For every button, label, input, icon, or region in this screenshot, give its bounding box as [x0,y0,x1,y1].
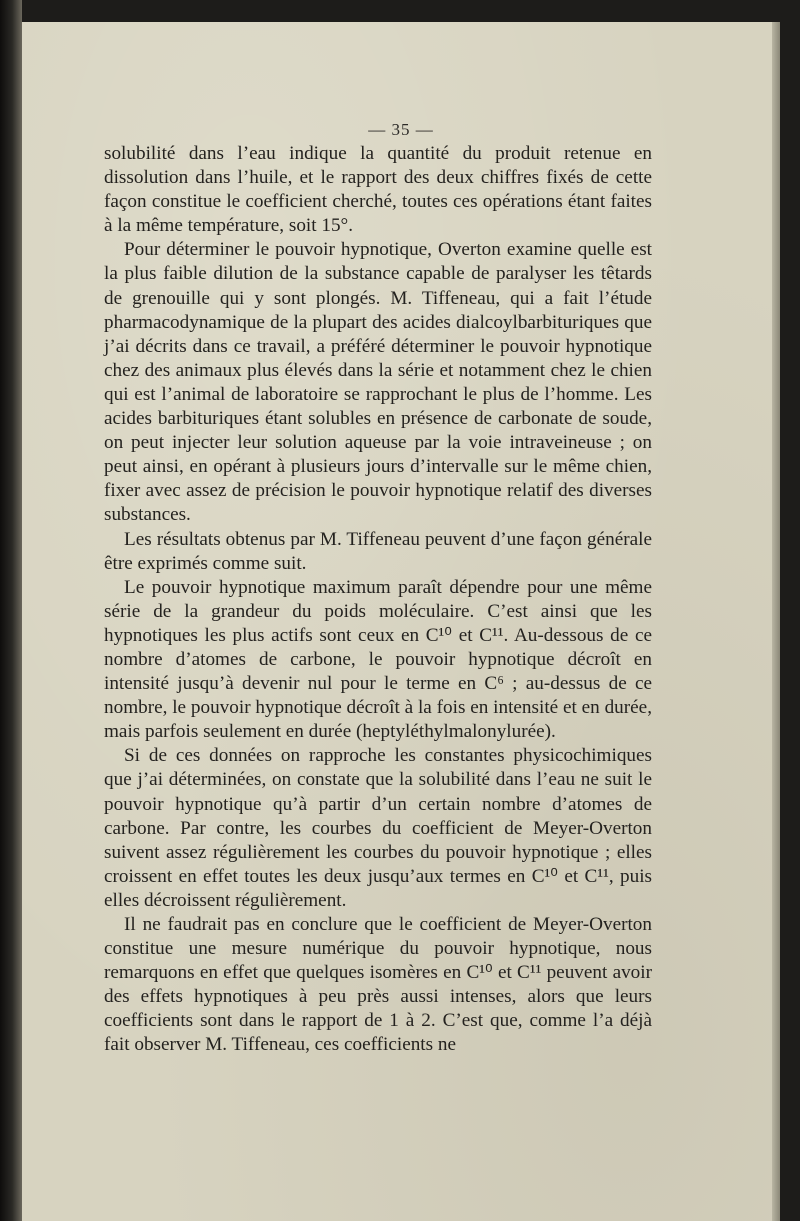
paragraph: solubilité dans l’eau indique la quantité du produit retenue en dissolution dans l’huile, et le rapport des deux chiffres fixés de cette façon constitue le coefficient cherché, toutes ces opérations étant faites à la même température, soit 15°. [104,143,652,237]
book-gutter [0,0,22,1221]
paragraph: Si de ces données on rapproche les constantes physicochimiques que j’ai déterminées, on constate que la solubilité dans l’eau ne suit le pouvoir hypnotique qu’à partir d’un certain nombre d’atomes de carbone. Par contre, les courbes du coefficient de Meyer-Overton suivent assez régulièrement les courbes du pouvoir hypnotique ; elles croissent en effet toutes les deux jusqu’aux termes en C¹⁰ et C¹¹, puis elles décroissent régulièrement. [104,745,652,911]
paragraph: Il ne faudrait pas en conclure que le coefficient de Meyer-Overton constitue une mesure numérique du pouvoir hypnotique, nous remarquons en effet que quelques isomères en C¹⁰ et C¹¹ peuvent avoir des effets hypnotiques à peu près aussi intenses, alors que leurs coefficients sont dans le rapport de 1 à 2. C’est que, comme l’a déjà fait observer M. Tiffeneau, ces coefficients ne [104,914,652,1056]
paragraph: Le pouvoir hypnotique maximum paraît dépendre pour une même série de la grandeur du poids moléculaire. C’est ainsi que les hypnotiques les plus actifs sont ceux en C¹⁰ et C¹¹. Au-dessous de ce nombre d’atomes de carbone, le pouvoir hypnotique décroît en intensité jusqu’à devenir nul pour le terme en C⁶ ; au-dessus de ce nombre, le pouvoir hypnotique décroît à la fois en intensité et en durée, mais parfois seulement en durée (heptyléthylmalonylurée). [104,576,652,743]
page-number: — 35 — [368,120,434,139]
paragraph: Les résultats obtenus par M. Tiffeneau peuvent d’une façon générale être exprimés comme suit. [104,528,652,574]
book-page [22,22,780,1221]
paragraph: Pour déterminer le pouvoir hypnotique, Overton examine quelle est la plus faible dilution de la substance capable de paralyser les têtards de grenouille qui y sont plongés. M. Tiffeneau, qui a fait l’étude pharmacodynamique de la plupart des acides dialcoylbarbituriques que j’ai décrits dans ce travail, a préféré déterminer le pouvoir hypnotique chez des animaux plus élevés dans la série et notamment chez le chien qui est l’animal de laboratoire se rapprochant le plus de l’homme. Les acides barbituriques étant solubles en présence de carbonate de soude, on peut injecter leur solution aqueuse par la voie intraveineuse ; on peut ainsi, en opérant à plusieurs jours d’intervalle sur le même chien, fixer avec assez de précision le pouvoir hypnotique relatif des diverses substances. [104,239,652,526]
body-text [104,142,652,1058]
page-edge-shadow [772,22,780,1221]
